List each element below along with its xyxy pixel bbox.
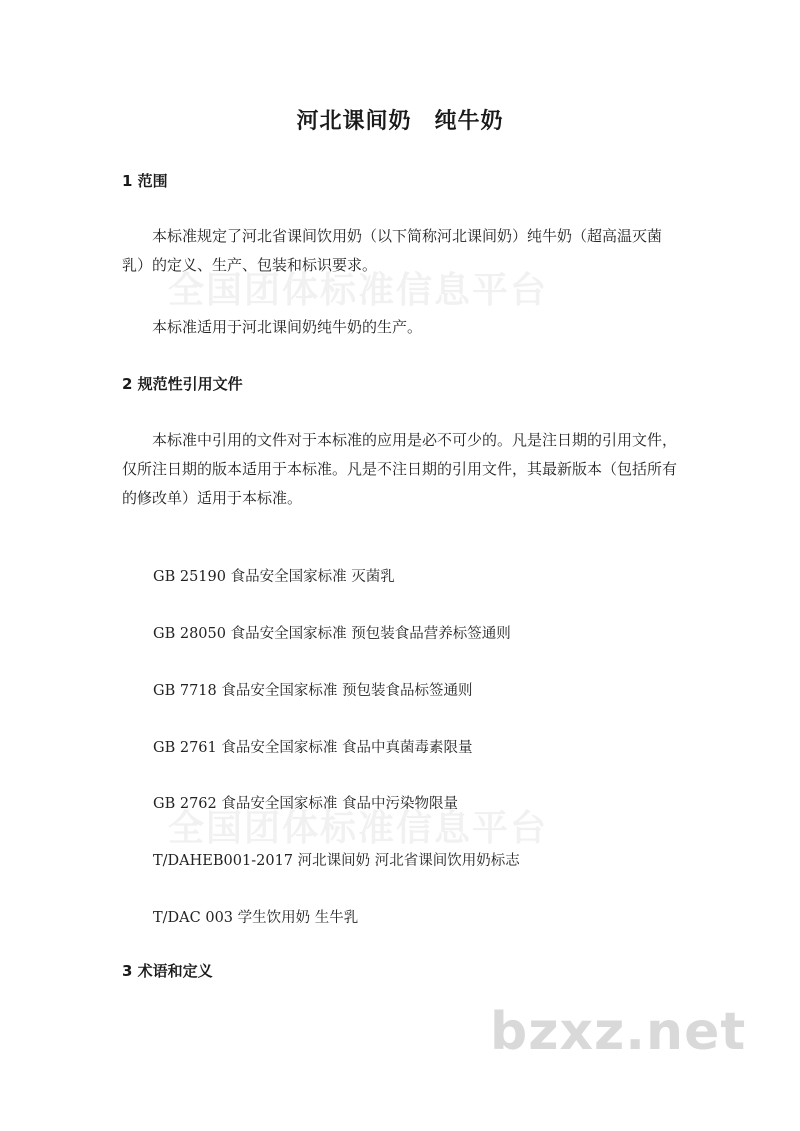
section-heading: 3 术语和定义: [122, 962, 213, 980]
document-title: 河北课间奶 纯牛奶: [296, 109, 504, 134]
watermark-text: 全国团体标准信息平台: [168, 270, 549, 311]
paragraph: 本标准适用于河北课间奶纯牛奶的生产。: [152, 318, 423, 336]
watermark-text: 全国团体标准信息平台: [168, 808, 549, 849]
reference-item: GB 25190 食品安全国家标准 灭菌乳: [153, 569, 395, 585]
section-heading: 2 规范性引用文件: [122, 375, 243, 393]
reference-item: T/DAHEB001-2017 河北课间奶 河北省课间饮用奶标志: [153, 853, 520, 869]
reference-item: GB 2762 食品安全国家标准 食品中污染物限量: [153, 796, 458, 812]
reference-item: T/DAC 003 学生饮用奶 生牛乳: [153, 910, 359, 926]
section-heading: 1 范围: [122, 172, 168, 190]
reference-item: GB 2761 食品安全国家标准 食品中真菌毒素限量: [153, 740, 473, 756]
paragraph: 本标准中引用的文件对于本标准的应用是必不可少的。凡是注日期的引用文件，仅所注日期的版本适用于本标准。凡是不注日期的引用文件，其最新版本（包括所有的修改单）适用于本标准。: [122, 431, 678, 507]
reference-item: GB 28050 食品安全国家标准 预包装食品营养标签通则: [153, 626, 511, 642]
paragraph: 本标准规定了河北省课间饮用奶（以下简称河北课间奶）纯牛奶（超高温灭菌乳）的定义、生产、包装和标识要求。: [122, 227, 663, 274]
reference-item: GB 7718 食品安全国家标准 预包装食品标签通则: [153, 683, 473, 699]
site-watermark: bzxz.net: [490, 1002, 747, 1062]
